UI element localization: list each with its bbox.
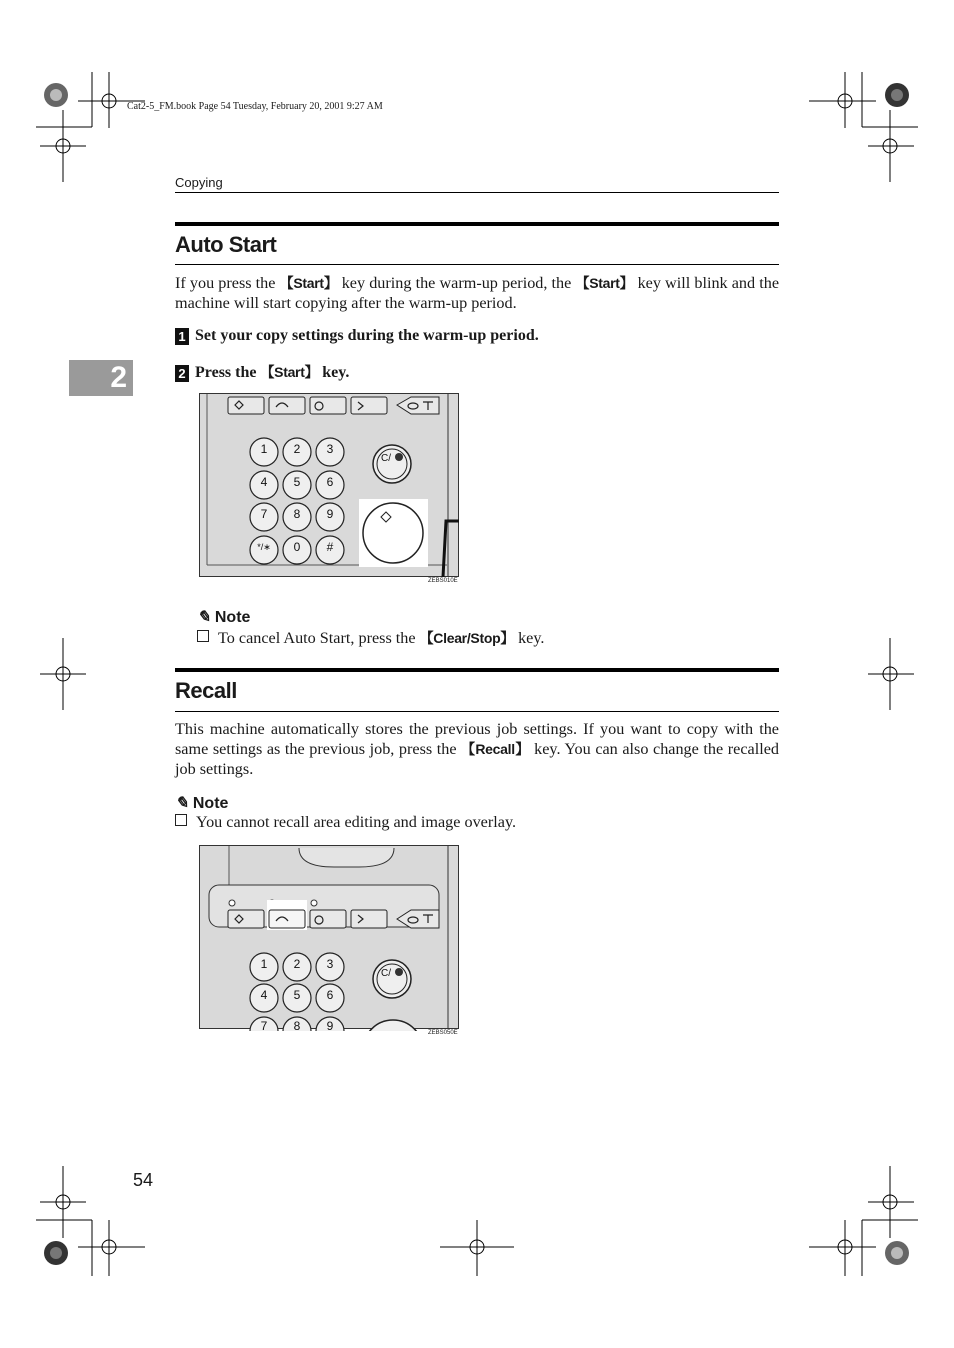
section-rule-top: [175, 668, 779, 672]
figure-code: ZEBS050E: [428, 1030, 458, 1036]
keypad-key: 1: [260, 442, 268, 456]
note-item: You cannot recall area editing and image overlay.: [175, 813, 516, 832]
keypad-key: 6: [326, 988, 334, 1002]
keypad-key: 4: [260, 475, 268, 489]
start-key-ref: 【Start】: [279, 275, 338, 291]
step-number: 1: [175, 328, 189, 345]
keypad-key: 8: [293, 1019, 301, 1031]
start-key: [363, 503, 423, 563]
recall-panel-figure: [199, 845, 461, 1031]
figure-code: ZEBS010E: [428, 578, 458, 584]
auto-start-intro: If you press the 【Start】 key during the warm-up period, the 【Start】 key will blink and the machine will start copying after the warm-up period.: [175, 274, 780, 312]
keypad-key: 5: [293, 475, 301, 489]
step-2: 2 Press the 【Start】 key.: [175, 362, 349, 382]
header-rule: [175, 192, 779, 193]
pencil-icon: ✎: [197, 609, 211, 626]
keypad-key: 3: [326, 957, 334, 971]
note-heading: ✎ Note: [197, 609, 251, 626]
recall-intro: This machine automatically stores the previous job settings. If you want to copy with the same settings as the previous job, press the 【Recall】 key. You can also change the recalled job settings.: [175, 720, 779, 778]
keypad-key: 6: [326, 475, 334, 489]
keypad-key: */∗: [257, 542, 271, 552]
keypad-key: 7: [260, 1019, 268, 1031]
operation-panel-figure: [199, 393, 461, 579]
keypad-key: 9: [326, 1019, 334, 1031]
keypad-key: 8: [293, 507, 301, 521]
recall-key-ref: 【Recall】: [461, 741, 530, 757]
pencil-icon: ✎: [175, 795, 189, 812]
keypad-key: 3: [326, 442, 334, 456]
keypad-key: 5: [293, 988, 301, 1002]
section-rule-bottom: [175, 711, 779, 712]
section-rule-top: [175, 222, 779, 226]
note-heading: ✎ Note: [175, 795, 229, 812]
keypad-key: 0: [293, 540, 301, 554]
stop-icon: [395, 968, 403, 976]
note-item: To cancel Auto Start, press the 【Clear/Stop】 key.: [197, 628, 544, 648]
keypad-key: #: [326, 540, 334, 554]
stop-icon: [395, 453, 403, 461]
keypad-key: 2: [293, 957, 301, 971]
keypad-key: 7: [260, 507, 268, 521]
checkbox-icon: [197, 630, 209, 642]
file-header: Cat2-5_FM.book Page 54 Tuesday, February 20, 2001 9:27 AM: [127, 101, 383, 112]
clear-stop-label: C/: [381, 968, 391, 979]
clear-stop-label: C/: [381, 453, 391, 464]
keypad-key: 1: [260, 957, 268, 971]
page-number: 54: [133, 1170, 154, 1190]
step-1: 1 Set your copy settings during the warm-up period.: [175, 327, 539, 345]
start-key-ref: 【Start】: [260, 364, 319, 380]
keypad-key: 2: [293, 442, 301, 456]
section-title-auto-start: Auto Start: [175, 232, 277, 257]
clear-stop-key-ref: 【Clear/Stop】: [419, 630, 515, 646]
running-header: Copying: [175, 175, 223, 190]
section-rule-bottom: [175, 264, 779, 265]
section-title-recall: Recall: [175, 678, 237, 703]
keypad-key: 4: [260, 988, 268, 1002]
chapter-tab: 2: [69, 360, 133, 396]
checkbox-icon: [175, 814, 187, 826]
step-number: 2: [175, 365, 189, 382]
keypad-key: 9: [326, 507, 334, 521]
start-key-ref: 【Start】: [575, 275, 634, 291]
